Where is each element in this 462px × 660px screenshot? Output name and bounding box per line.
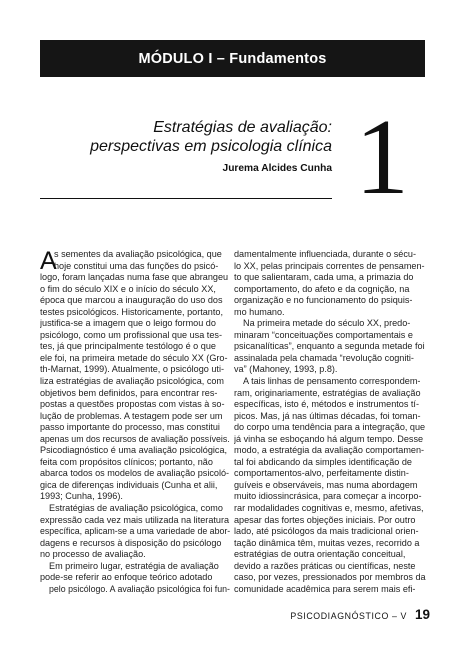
body-text-line: abarca todos os modelos de avaliação psicoló- [40,468,230,479]
page-number: 19 [414,607,430,622]
body-text-line: devido a razões práticas ou científicas, neste [234,560,416,571]
body-text-line: psicólogo, como um profissional que usa tes- [40,329,222,340]
body-text-line: assinalada pela chamada “revolução cogniti- [234,352,414,363]
body-text-line: tes, já que principalmente testólogo é o que [40,341,216,352]
body-text-line: comunidade acadêmica para serem mais efi- [234,583,416,594]
body-text-line: no processo de avaliação. [40,549,146,560]
body-text-line: pelo psicólogo. A avaliação psicológica foi fun- [49,583,230,594]
drop-cap: A [40,247,57,275]
body-text-line: psicanalíticas”, enquanto a segunda metade foi [234,341,425,352]
body-text-line: muito idiossincrásica, para começar a incorpo- [234,491,422,502]
body-text-line: s sementes da avaliação psicológica, que [54,249,222,259]
body-text-line: comportamento, do afeto e da cognição, na [234,283,410,294]
text-column-right [234,249,426,595]
body-text-line: damentalmente influenciada, durante o sécu- [234,249,416,259]
body-text-line: to que salientaram, cada uma, a primazia do [234,272,414,283]
body-text-line: o fim do século XIX e o início do século XX, [40,283,216,294]
body-text-line: passo importante do processo, mas constitui [40,422,220,433]
body-text-line: Psicodiagnóstico é uma avaliação psicológica, [40,445,228,456]
body-text-line: pode-se referir ao enfoque teórico adotado [40,572,213,583]
body-text-line: 1993; Cunha, 1996). [40,491,123,502]
body-text-line: Estratégias de avaliação psicológica, como [49,503,223,514]
author-name: Jurema Alcides Cunha [222,163,332,174]
body-text-line: th-Marnat, 1999). Atualmente, o psicólogo uti- [40,364,224,375]
body-text-line: liza estratégias de avaliação psicológica, com [40,376,224,387]
body-text-line: época que marcou a inauguração do uso dos [40,295,223,306]
body-text-line: apesar das fortes objeções iniciais. Por outro [234,514,416,525]
chapter-number: 1 [355,98,409,217]
body-text-line: hoje constitui uma das funções do psicó- [54,260,219,271]
title-divider [40,198,332,199]
chapter-title-line-2: perspectivas em psicologia clínica [90,138,332,155]
chapter-title-block [40,118,332,174]
body-text-line: dagens e recursos à disposição do psicólogo [40,537,222,548]
body-text-line: comportamentos-alvo, perfeitamente distin- [234,468,409,479]
body-text-line: postas a questões propostas com vistas à so- [40,399,225,410]
body-text-line: caso, por vezes, pressionados por membros da [234,572,426,583]
body-text-line: logo, foram lançadas numa fase que abrangeu [40,272,229,283]
page-footer [0,606,430,624]
body-text-line: va” (Mahoney, 1993, p.8). [234,364,338,375]
body-text-line: específica, aplicam-se a uma variedade de abor- [40,526,230,537]
body-text-line: apenas um dos recursos de avaliação possíveis. [40,433,230,444]
body-text-line: expressão cada vez mais utilizada na literatura [40,514,230,525]
body-text-line: gica de diferenças individuais (Cunha et alii, [40,479,218,490]
body-text-line: Na primeira metade do século XX, predo- [243,318,411,329]
body-text-line: minaram “conceituações comportamentais e [234,329,413,340]
body-text-line: específicas, isto é, métodos e instrumentos tí- [234,399,419,410]
body-text-line: testes psicológicos. Historicamente, portanto, [40,306,223,317]
body-text-line: A tais linhas de pensamento correspondem- [243,376,421,387]
body-text-line: lo XX, pelas principais correntes de pensamen- [234,260,425,271]
body-text-line: já vinha se esboçando há algum tempo. Desse [234,433,424,444]
body-text-line: estratégias de outra orientação conceitual, [234,549,406,560]
body-text-line: tação dinâmica têm, muitas vezes, recorrido a [234,537,420,548]
body-text-line: rar modalidades cognitivas e, mesmo, afetivas, [234,503,424,514]
body-text-line: objetivos bem definidos, para encontrar res- [40,387,218,398]
body-text-line: do corpo uma tendência para a integração, que [234,422,426,433]
body-text-line: Em primeiro lugar, estratégia de avaliação [49,560,219,571]
body-text-line: picos. Mas, já nas últimas décadas, foi toman- [234,410,421,421]
body-text-line: organização e no funcionamento do psiquis- [234,295,413,306]
body-text-line: tal foi abdicando da simples identificação de [234,456,412,467]
body-text-line: ram, originariamente, estratégias de avaliação [234,387,421,398]
body-text-line: guíveis e observáveis, mas numa abordagem [234,479,418,490]
body-text-line: feita com propósitos clínicos; portanto, não [40,456,213,467]
body-text-line: ele foi, na primeira metade do século XX (Gro- [40,352,228,363]
module-banner [40,40,425,77]
body-text-line: lado, até psicólogos da mais tradicional orien- [234,526,419,537]
body-text-line: lução de problemas. A testagem pode ser um [40,410,223,421]
body-text-line: modo, a estratégia da avaliação comportamen- [234,445,425,456]
body-text-line: justifica-se a imagem que o leigo formou do [40,318,216,329]
module-banner-label: MÓDULO I – Fundamentos [138,50,327,67]
running-footer-title: PSICODIAGNÓSTICO – V [290,611,407,621]
chapter-title-line-1: Estratégias de avaliação: [153,119,332,136]
text-column-left [40,249,230,595]
body-text-line: mo humano. [234,306,285,317]
